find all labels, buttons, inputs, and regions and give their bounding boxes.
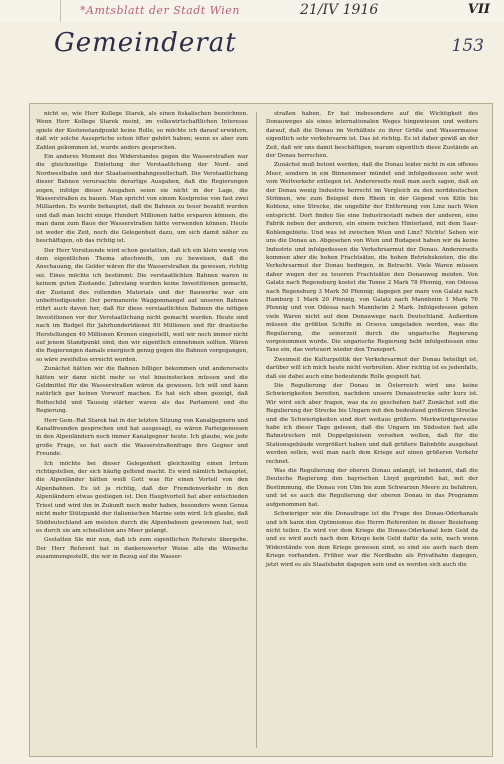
page-number: VII xyxy=(467,2,490,17)
article-paragraph: Was die Regulierung der oberen Donau anlangt, ist bekannt, daß die Deutsche Regierung den bayrischen Lloyd gegründet hat, mit der Bestimmung, die Donau von Ulm bis zum Schwarzen Meere zu befahren, und ist es auch die Regulierung der oberen Donau in das Programm aufgenommen hat. xyxy=(266,468,478,508)
article-paragraph: straßen haben. Er hat insbesondere auf die Wichtigkeit des Donauweges als eines internationalen Weges hingewiesen und weiters darauf, daß die Donau im Verhältnis zu ihrer Größe und Wassermasse eigentlich sehr verkehrsarm ist. Das ist richtig. Es ist daher gewiß an der Zeit, daß wir uns damit beschäftigen, warum eigentlich diese Zustände an der Donau herrschen. xyxy=(266,111,478,160)
handwritten-title: Gemeinderat xyxy=(54,28,237,58)
article-paragraph: Gestatten Sie mir nun, daß ich zum eigentlichen Referate übergehe. Der Herr Referent hat in dankenswerter Weise alle die Wünsche zusammengestellt, die wir in Bezug auf die Wasser- xyxy=(36,537,248,561)
article-paragraph: Zweimeit die Kulturpolitik der Verkehrsarmut der Donau beteiligt ist, darüber will ich mich heute nicht verbreiten. Aber richtig ist es jedenfalls, daß sie dabei auch eine bedeutende Rolle gespielt hat. xyxy=(266,356,478,380)
header-strip xyxy=(0,0,504,22)
handwritten-date: 21/IV 1916 xyxy=(300,2,379,18)
article-paragraph: Ich möchte bei dieser Gelegenheit gleichzeitig einen Irrtum richtigstellen, der sich häufig geltend macht. Es wird nämlich behauptet, die Alpenländer hätten weiß Gott was für einen Vorteil von den Alpenbahnen. Es ist ja richtig, daß der Fremdenverkehr in den Alpenländern etwas gestiegen ist. Den Hauptvorteil hat aber entschieden Triest und wird ihn in Zukunft noch mehr haben, besonders wenn Genua nicht mehr Stützpunkt der italienischen Marine sein wird. Ich glaube, daß Süddeutschland am meisten durch die Alpenbahnen gewonnen hat, weil es durch sie am schnellsten ans Meer gelangt. xyxy=(36,460,248,534)
article-paragraph: Die Regulierung der Donau in Österreich wird uns keine Schwierigkeiten bereiten, nachdem unsere Donaustrecke sehr kurz ist. Wir wird sich aber fragen, was da zu geschehen hat? Zunächst soll die Regulierung der Strecke bis Ungarn mit den bedeutend größeren Strecke und die Schwierigkeiten sind dort weitaus größere. Merkwürdigerweise habe ich dieser Tage gelesen, daß die Ungarn im Südosten fast alle Bahnstrecken mit Doppelgeleisen versehen wollen, daß für die Stationsgebäude vergrößert haben und daß größere Bahnhöfe ausgebaut werden sollen, weil man nach dem Kriege auf einen größeren Verkehr rechnet. xyxy=(266,383,478,465)
handwritten-number: 153 xyxy=(451,36,484,56)
article-paragraph: Zunächst muß betont werden, daß die Donau leider nicht in ein offenes Meer, sondern in ein Binnenmeer mündet und infolgedessen sehr weit vom Weltverkehr entlegen ist. Andererseits muß man auch sagen, daß an der Donau wenig Industrie herrscht im Vergleich zu den norddeutschen Strömen, wie zum Beispiel dem Rhein in der Gegend von Köln bis Koblenz, eine Strecke, die ungefähr der Entfernung von Linz nach Wien entspricht. Dort finden Sie eine Industriestadt neben der anderen, eine Fabrik neben der anderen, ein einem reichen Hinterland, mit dem Saar-Kohlengebiete. Und was ist zwischen Wien und Linz? Nichts! Sehen wir uns die Donau an. Abgesehen von Wien und Budapest haben wir da keine Industrie und infolgedessen die Verkehrsarmut der Donau. Andererseits kommen aber die hohen Frachtsätze, die hohen Betriebskosten, die die Verkehrsarmut der Donau bedingen, in Betracht. Viele Waren müssen daher wegen der zu teueren Frachtsätze den Donauweg meiden. Von Galatz nach Regensburg kostet die Tonne 2 Mark 78 Pfennig, von Odessa nach Regensburg 3 Mark 50 Pfennig; dagegen per mare von Galatz nach Hamburg 1 Mark 20 Pfennig, von Galatz nach Mannheim 1 Mark 76 Pfennig und von Odessa nach Mannheim 2 Mark. Infolgedessen gehen viele Waren nicht auf dem Donauwege nach Deutschland. Außerdem müssen die größten Schiffe in Orsova umgeladen werden, was die Regulierung, die seinerzeit durch die ungarische Regierung vorgenommen wurde. Die ungarische Regierung hebt infolgedessen eine Taxe ein, das verteuert wieder den Transport. xyxy=(266,162,478,354)
article-paragraph: Der Herr Vorsitzende wird schon gestatten, daß ich ein klein wenig von dem eigentlichen Thema abschweife, um zu beweisen, daß die Anschauung, die Gelder wären für die Wasserstraßen da gewesen, richtig sei. Eines möchte ich bestimmt: Die verstaatlichten Bahnen waren in keinem guten Zustande. Jahrelang wurden keine Investitionen gemacht, der Zustand des rollenden Materials und der Bauwerke war ein unbefriedigender. Der permanente Waggonmangel auf unseren Bahnen rührt auch davon her, daß für diese verstaatlichten Bahnen die nötigen Investitionen vor der Verstaatlichung nicht gemacht wurden. Heute sind nach im Budget für Jahrhundertdienst 80 Millionen und für drastische Herstellungen 40 Millionen Kronen eingestellt, weil wir noch immer nicht auf jenem Standpunkt sind, den wir eigentlich einnehmen sollten. Wären die Regierungen damals energisch genug gegen die Bahnen vorgegangen, so wäre zweifellos erreicht worden. xyxy=(36,247,248,363)
article-column-left xyxy=(36,110,248,563)
newspaper-clipping xyxy=(30,104,492,756)
article-paragraph: Ein anderes Moment des Widerstandes gegen die Wasserstraßen war die gleichzeitige Einleitung der Verstaatlichung der Nord- und Nordwestbahn und der Staatseisenbahngesellschaft. Die Verstaatlichung dieser Bahnen verursachte derartige Ausgaben, daß die Regierungen zogen, infolge dieser Ausgaben seien sie nicht in der Lage, die Wasserstraßen zu bauen. Man spricht von einem Kostpreise von fast zwei Milliarden. Es wurde behauptet, daß die Bahnen zu teuer bezahlt wurden und daß man leicht einige Hundert Millionen hätte ersparen können, die man dann zum Baue der Wasserstraßen hätte verwenden können. Heute ist weder die Zeit, noch die Gelegenheit dazu, um sich damit näher zu beschäftigen, ob das richtig ist. xyxy=(36,154,248,245)
article-paragraph: Schwieriger wie die Donaufrage ist die Frage des Donau-Oderkanals und ich kann den Optimismus des Herrn Referenten in dieser Beziehung nicht teilen. Es wird vor dem Kriege die Donau-Oderkanal kein Geld da und es wird auch nach dem Kriege kein Geld dafür da sein, nach wenn Widerstände von dem Kriege gewesen sind, so sind sie auch nach dem Kriege vorhanden. Früher war die Nordbahn als Privatbahn dagegen, jetzt wird es als Staatsbahn dagegen sein und es werden sich auch die xyxy=(266,511,478,568)
source-stamp: *Amtsblatt der Stadt Wien xyxy=(80,4,240,17)
article-column-right xyxy=(266,110,478,570)
article-paragraph: nicht so, wie Herr Kollege Starek, als einen fiskalischen bezeichnen. Wenn Herr Kollege Starek meint, im volkswirtschaftlichen Interesse spiele der Kostenstandpunkt keine Rolle, so möchte ich darauf erwidern, daß wir solche Aussprüche schon öfter gehört haben; wenn es aber zum Zahlen gekommen ist, wurde anders gesprochen. xyxy=(36,111,248,151)
column-divider xyxy=(256,112,257,748)
article-paragraph: Zunächst hätten wir die Bahnen billiger bekommen und andererseits hätten wir dann nicht mehr so viel hineinstecken müssen und die Geldmittel für die Wasserstraßen wären da gewesen. Ich will und kann natürlich gar keinen Vorwurf machen. Es hat sich eben gezeigt, daß Rothschild und Taussig stärker waren als das Parlament und die Regierung. xyxy=(36,366,248,415)
article-paragraph: Herr Gem.-Rat Starek hat in der letzten Sitzung von Kanalgegnern und Kanalfreunden gesprochen und hat ausgesagt, es wären Parteigenossen in den Alpenländern noch immer Kanalgegner heute. Ich glaube, wie jede große Frage, so hat auch die Wasserstraßenfrage ihre Gegner und Freunde. xyxy=(36,417,248,458)
corner-mark xyxy=(0,0,61,22)
